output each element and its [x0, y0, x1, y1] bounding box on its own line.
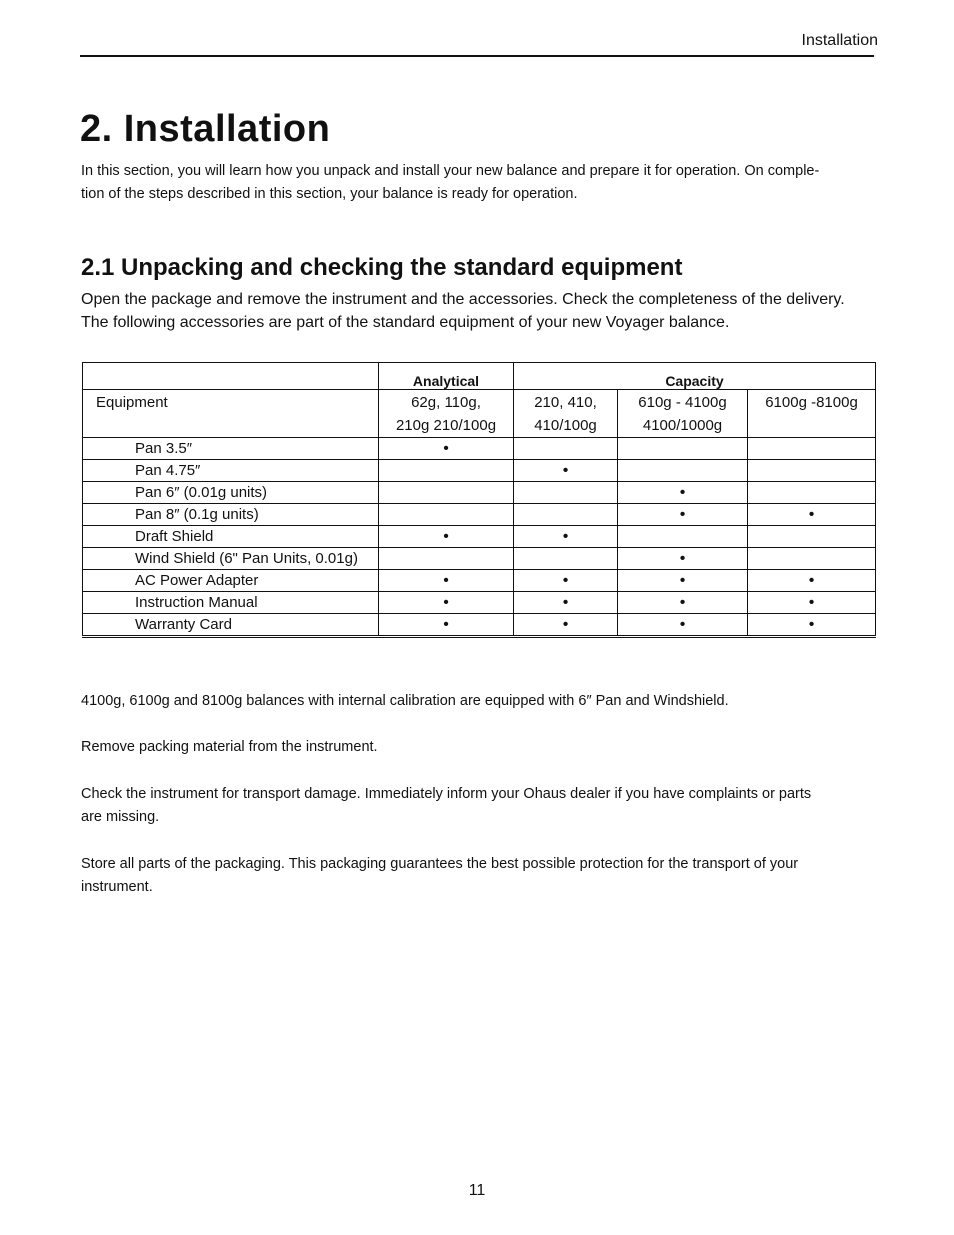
subheader-col4-line1: 6100g -8100g [765, 394, 858, 411]
equipment-label: Pan 3.5″ [83, 438, 379, 460]
included-mark: • [618, 504, 748, 526]
included-mark: • [514, 614, 618, 637]
equipment-label: Wind Shield (6" Pan Units, 0.01g) [83, 548, 379, 570]
included-mark [748, 460, 876, 482]
included-mark [379, 460, 514, 482]
table-subheader-row [83, 390, 876, 438]
table-body [83, 438, 876, 637]
subheader-col3 [618, 390, 748, 438]
included-mark: • [379, 526, 514, 548]
intro-line-1: In this section, you will learn how you unpack and install your new balance and prepare it for operation. On comple- [81, 163, 820, 179]
table-row [83, 460, 876, 482]
table-row [83, 614, 876, 637]
subheader-col1-line2: 210g 210/100g [395, 417, 497, 434]
included-mark: • [514, 592, 618, 614]
note-check-damage [81, 783, 881, 829]
note-store-packaging-line-2: instrument. [81, 879, 153, 895]
header-blank [83, 363, 379, 390]
equipment-label: Warranty Card [83, 614, 379, 637]
page-number: 11 [468, 1182, 486, 1199]
header-capacity: Capacity [514, 363, 876, 390]
included-mark: • [379, 592, 514, 614]
included-mark: • [514, 460, 618, 482]
subheader-col4 [748, 390, 876, 438]
table-header-row [83, 363, 876, 390]
equipment-table [82, 362, 876, 638]
subheader-col1 [379, 390, 514, 438]
note-store-packaging [81, 853, 881, 899]
included-mark: • [748, 570, 876, 592]
included-mark: • [618, 614, 748, 637]
included-mark [618, 460, 748, 482]
included-mark [748, 438, 876, 460]
subheader-col2 [514, 390, 618, 438]
included-mark: • [748, 614, 876, 637]
equipment-label: Pan 4.75″ [83, 460, 379, 482]
subheader-col1-line1: 62g, 110g, [411, 394, 481, 411]
table-row [83, 548, 876, 570]
table-row [83, 482, 876, 504]
equipment-label: Pan 8″ (0.1g units) [83, 504, 379, 526]
included-mark [514, 438, 618, 460]
included-mark: • [379, 614, 514, 637]
section-line-1: Open the package and remove the instrument and the accessories. Check the completeness of the delivery. [81, 291, 845, 308]
included-mark: • [514, 526, 618, 548]
included-mark: • [379, 438, 514, 460]
included-mark [748, 548, 876, 570]
included-mark: • [618, 482, 748, 504]
table-row [83, 438, 876, 460]
table-row [83, 570, 876, 592]
note-store-packaging-line-1: Store all parts of the packaging. This packaging guarantees the best possible protection for the transport of your [81, 856, 799, 872]
included-mark [379, 504, 514, 526]
intro-line-2: tion of the steps described in this section, your balance is ready for operation. [81, 186, 578, 202]
note-check-damage-line-1: Check the instrument for transport damage. Immediately inform your Ohaus dealer if you have complaints or parts [81, 786, 812, 802]
included-mark [379, 548, 514, 570]
equipment-label: AC Power Adapter [83, 570, 379, 592]
note-remove-packing: Remove packing material from the instrument. [81, 739, 378, 755]
section-paragraph [81, 288, 881, 334]
included-mark: • [514, 570, 618, 592]
included-mark: • [618, 548, 748, 570]
included-mark [748, 482, 876, 504]
table-row [83, 504, 876, 526]
equipment-label: Instruction Manual [83, 592, 379, 614]
subheader-equipment: Equipment [83, 390, 379, 438]
included-mark [618, 526, 748, 548]
note-check-damage-line-2: are missing. [81, 809, 160, 825]
included-mark: • [618, 592, 748, 614]
equipment-label: Draft Shield [83, 526, 379, 548]
included-mark: • [748, 504, 876, 526]
included-mark: • [379, 570, 514, 592]
included-mark [514, 482, 618, 504]
section-heading: 2.1 Unpacking and checking the standard equipment [81, 254, 683, 281]
table-row [83, 526, 876, 548]
included-mark: • [618, 570, 748, 592]
equipment-label: Pan 6″ (0.01g units) [83, 482, 379, 504]
subheader-col3-line1: 610g - 4100g [638, 394, 727, 411]
note-internal-calibration: 4100g, 6100g and 8100g balances with internal calibration are equipped with 6″ Pan and Windshield. [81, 693, 729, 709]
subheader-col3-line2: 4100/1000g [642, 417, 723, 434]
subheader-col2-line2: 410/100g [534, 417, 597, 434]
included-mark [618, 438, 748, 460]
page-title: 2. Installation [80, 108, 331, 150]
table-row [83, 592, 876, 614]
subheader-col2-line1: 210, 410, [534, 394, 597, 411]
header-analytical: Analytical [379, 363, 514, 390]
included-mark: • [748, 592, 876, 614]
included-mark [514, 548, 618, 570]
header-section-label: Installation [801, 32, 878, 49]
section-line-2: The following accessories are part of the standard equipment of your new Voyager balance. [81, 314, 730, 331]
included-mark [748, 526, 876, 548]
included-mark [379, 482, 514, 504]
header-rule [80, 55, 874, 57]
intro-paragraph [81, 160, 881, 206]
included-mark [514, 504, 618, 526]
